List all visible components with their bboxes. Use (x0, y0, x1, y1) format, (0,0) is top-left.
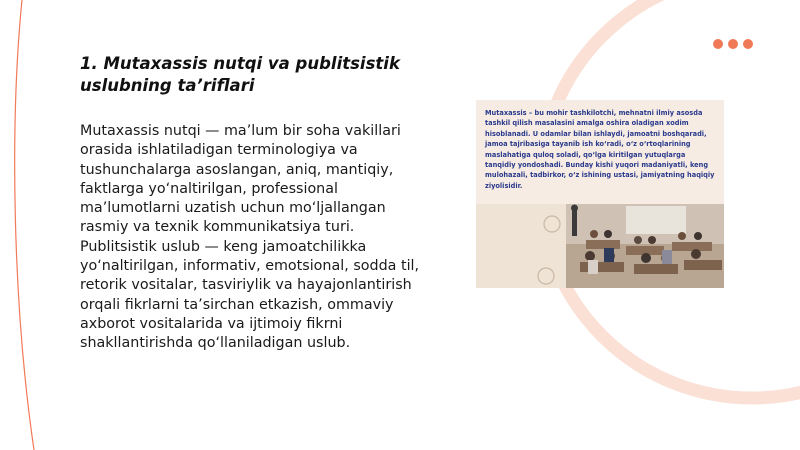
slide-title: 1. Mutaxassis nutqi va publitsistik uslubning ta’riflari (80, 54, 400, 95)
slide-body-text: Mutaxassis nutqi — ma’lum bir soha vakillari orasida ishlatiladigan terminologiya va tushunchalarga asoslangan, aniq, mantiqiy, faktlarga yo‘naltirilgan, professional ma’lumotlarni uzatish uchun mo‘ljallangan rasmiy va texnik kommunikatsiya turi. Publitsistik uslub — keng jamoatchilikka yo‘naltirilgan, informativ, emotsional, sodda til, retorik vositalar, tasviriylik va hayajonlantirish orqali fikrlarni ta’sirchan etkazish, ommaviy axborot vositalarida va ijtimoiy fikrni shakllantirishda qo‘llaniladigan uslub. (80, 123, 420, 352)
menu-dots-icon[interactable] (713, 39, 753, 49)
illustration-image (476, 100, 724, 288)
left-edge-curve (15, 0, 34, 450)
dot (743, 39, 753, 49)
classroom-photo (476, 204, 724, 288)
dot (728, 39, 738, 49)
dot (713, 39, 723, 49)
image-caption-text: Mutaxassis – bu mohir tashkilotchi, mehnatni ilmiy asosda tashkil qilish masalasini amalga oshira oladigan xodim hisoblanadi. U odamlar bilan ishlaydi, jamoatni boshqaradi, jamoa tajribasiga tayanib ish ko‘radi, o‘z o‘rtoqlarining maslahatiga quloq soladi, qo‘lga kiritilgan yutuqlarga tanqidiy yondoshadi. Bunday kishi yuqori madaniyatli, keng mulohazali, tadbirkor, o‘z ishining ustasi, jamiyatning haqiqiy ziyolisidir. (485, 109, 715, 190)
